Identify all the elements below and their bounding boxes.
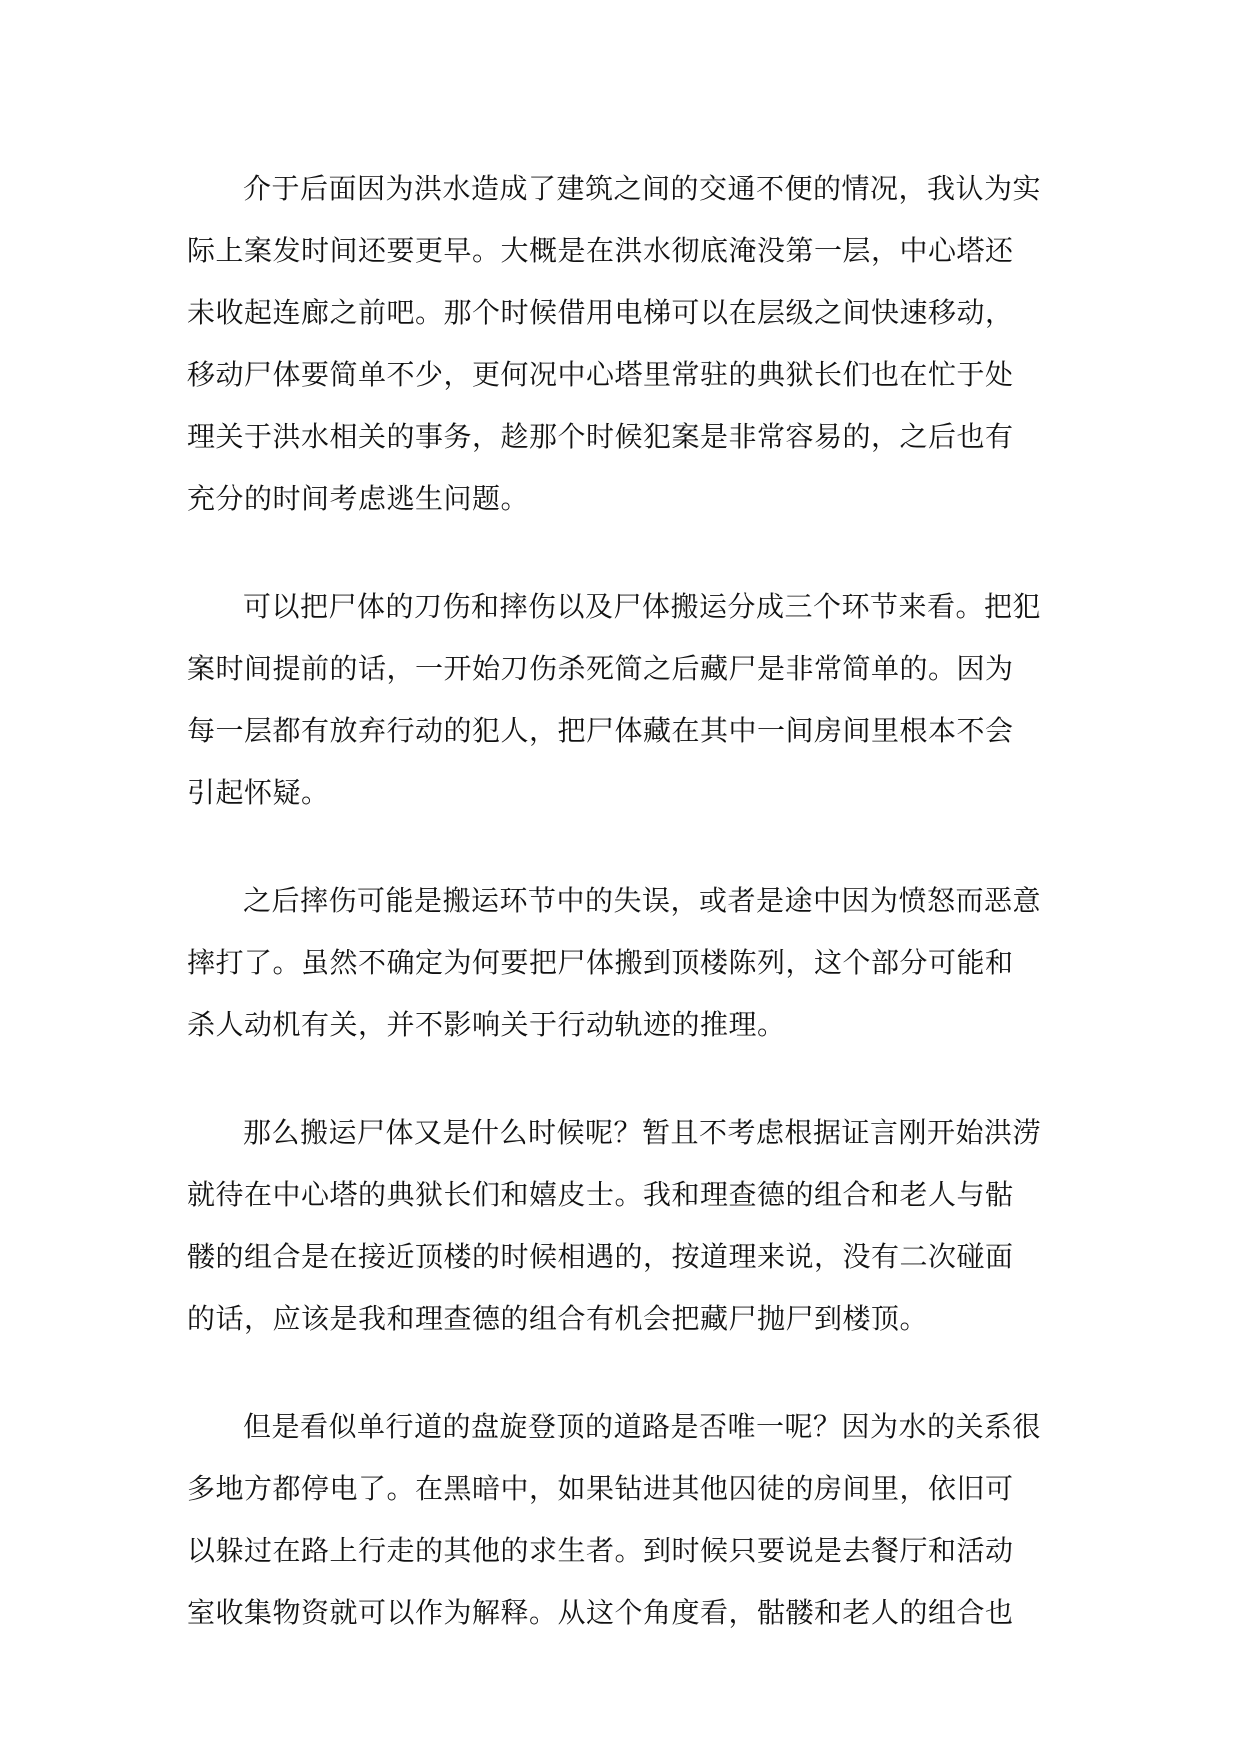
text-line: 际上案发时间还要更早。大概是在洪水彻底淹没第一层，中心塔还 [187, 234, 1014, 267]
paragraph-2 [187, 576, 1055, 824]
text-line: 理关于洪水相关的事务，趁那个时候犯案是非常容易的，之后也有 [187, 420, 1014, 453]
text-line: 以躲过在路上行走的其他的求生者。到时候只要说是去餐厅和活动 [187, 1534, 1014, 1567]
paragraph-spacer [187, 1350, 1055, 1396]
text-line: 多地方都停电了。在黑暗中，如果钻进其他囚徒的房间里，依旧可 [187, 1472, 1014, 1505]
text-line: 就待在中心塔的典狱长们和嬉皮士。我和理查德的组合和老人与骷 [187, 1178, 1014, 1211]
paragraph-spacer [187, 1056, 1055, 1102]
text-line: 杀人动机有关，并不影响关于行动轨迹的推理。 [187, 1008, 786, 1041]
paragraph-spacer [187, 824, 1055, 870]
text-line: 那么搬运尸体又是什么时候呢？暂且不考虑根据证言刚开始洪涝 [243, 1116, 1042, 1149]
paragraph-4 [187, 1102, 1055, 1350]
text-line: 充分的时间考虑逃生问题。 [187, 482, 530, 515]
paragraph-5 [187, 1396, 1055, 1644]
text-line: 引起怀疑。 [187, 776, 330, 809]
paragraph-1 [187, 158, 1055, 530]
text-line: 案时间提前的话，一开始刀伤杀死简之后藏尸是非常简单的。因为 [187, 652, 1014, 685]
text-line: 之后摔伤可能是搬运环节中的失误，或者是途中因为愤怒而恶意 [243, 884, 1042, 917]
text-line: 的话，应该是我和理查德的组合有机会把藏尸抛尸到楼顶。 [187, 1302, 929, 1335]
text-line: 每一层都有放弃行动的犯人，把尸体藏在其中一间房间里根本不会 [187, 714, 1014, 747]
text-line: 摔打了。虽然不确定为何要把尸体搬到顶楼陈列，这个部分可能和 [187, 946, 1014, 979]
text-line: 移动尸体要简单不少，更何况中心塔里常驻的典狱长们也在忙于处 [187, 358, 1014, 391]
text-line: 室收集物资就可以作为解释。从这个角度看，骷髅和老人的组合也 [187, 1596, 1014, 1629]
text-line: 未收起连廊之前吧。那个时候借用电梯可以在层级之间快速移动， [187, 296, 1014, 329]
paragraph-3 [187, 870, 1055, 1056]
text-line: 可以把尸体的刀伤和摔伤以及尸体搬运分成三个环节来看。把犯 [243, 590, 1042, 623]
text-line: 介于后面因为洪水造成了建筑之间的交通不便的情况，我认为实 [243, 172, 1042, 205]
text-line: 髅的组合是在接近顶楼的时候相遇的，按道理来说，没有二次碰面 [187, 1240, 1014, 1273]
document-body [187, 158, 1055, 1644]
paragraph-spacer [187, 530, 1055, 576]
text-line: 但是看似单行道的盘旋登顶的道路是否唯一呢？因为水的关系很 [243, 1410, 1042, 1443]
